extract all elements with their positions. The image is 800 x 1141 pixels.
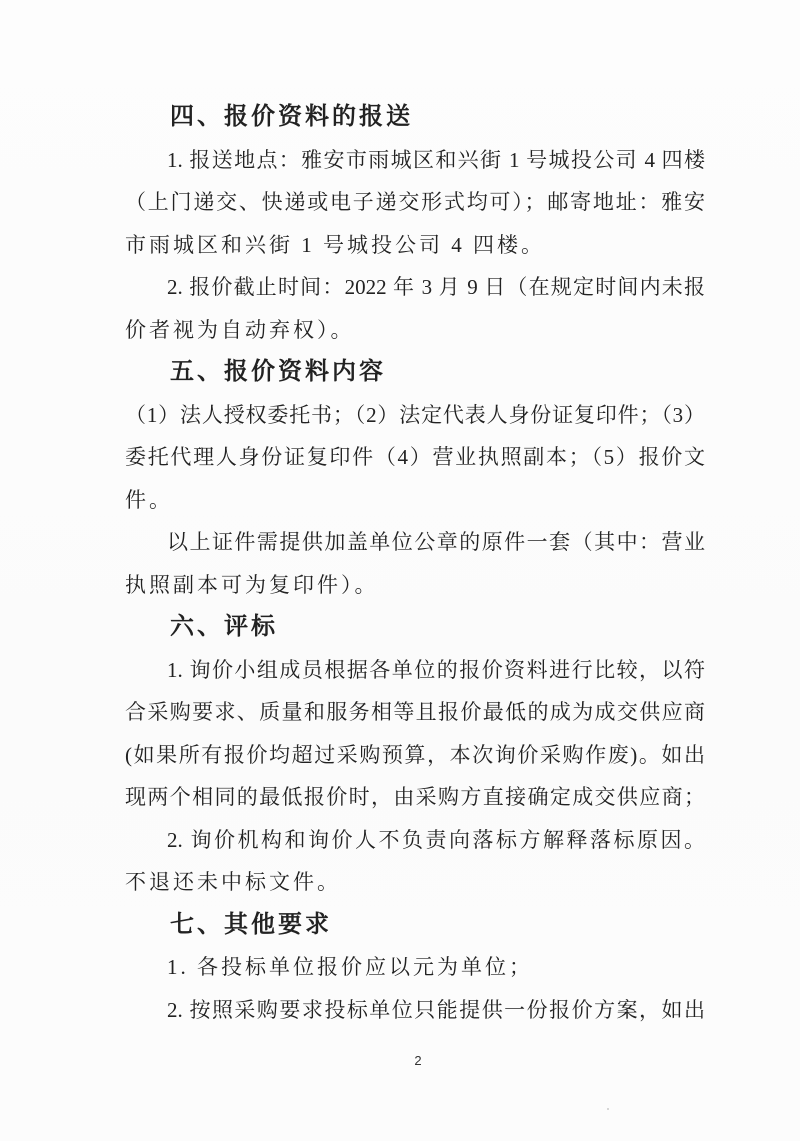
- text-line: 合采购要求、质量和服务相等且报价最低的成为成交供应商: [125, 700, 705, 724]
- text-line: 执照副本可为复印件）。: [125, 572, 379, 597]
- section-7-heading: 七、其他要求: [170, 910, 332, 938]
- text-line: 1. 各投标单位报价应以元为单位；: [167, 955, 533, 979]
- scan-speck: [607, 1108, 609, 1110]
- text-line: （1）法人授权委托书；（2）法定代表人身份证复印件；（3）: [125, 402, 705, 427]
- text-line: 件。: [125, 487, 173, 512]
- text-line: 2. 报价截止时间：2022 年 3 月 9 日（在规定时间内未报: [167, 275, 705, 299]
- text-line: （上门递交、快递或电子递交形式均可）；邮寄地址：雅安: [125, 190, 705, 214]
- scan-speck: [239, 423, 241, 425]
- text-line: 委托代理人身份证复印件（4）营业执照副本；（5）报价文: [125, 445, 705, 469]
- text-line: 2. 询价机构和询价人不负责向落标方解释落标原因。: [167, 827, 705, 852]
- text-line: 2. 按照采购要求投标单位只能提供一份报价方案，如出: [167, 997, 705, 1022]
- text-line: 1. 询价小组成员根据各单位的报价资料进行比较，以符: [167, 657, 705, 682]
- section-5-heading: 五、报价资料内容: [170, 358, 386, 385]
- document-body: [125, 96, 705, 1031]
- section-4-heading: 四、报价资料的报送: [170, 103, 413, 130]
- text-line: 市雨城区和兴街 1 号城投公司 4 四楼。: [125, 232, 545, 257]
- text-line: (如果所有报价均超过采购预算，本次询价采购作废)。如出: [125, 742, 705, 767]
- page-number: 2: [414, 1053, 422, 1068]
- section-6-heading: 六、评标: [170, 613, 278, 640]
- text-line: 不退还未中标文件。: [125, 870, 341, 894]
- text-line: 以上证件需提供加盖单位公章的原件一套（其中：营业: [167, 530, 705, 554]
- text-line: 1. 报送地点：雅安市雨城区和兴街 1 号城投公司 4 四楼: [167, 147, 705, 172]
- text-line: 现两个相同的最低报价时，由采购方直接确定成交供应商；: [125, 785, 705, 809]
- text-line: 价者视为自动弃权）。: [125, 317, 355, 342]
